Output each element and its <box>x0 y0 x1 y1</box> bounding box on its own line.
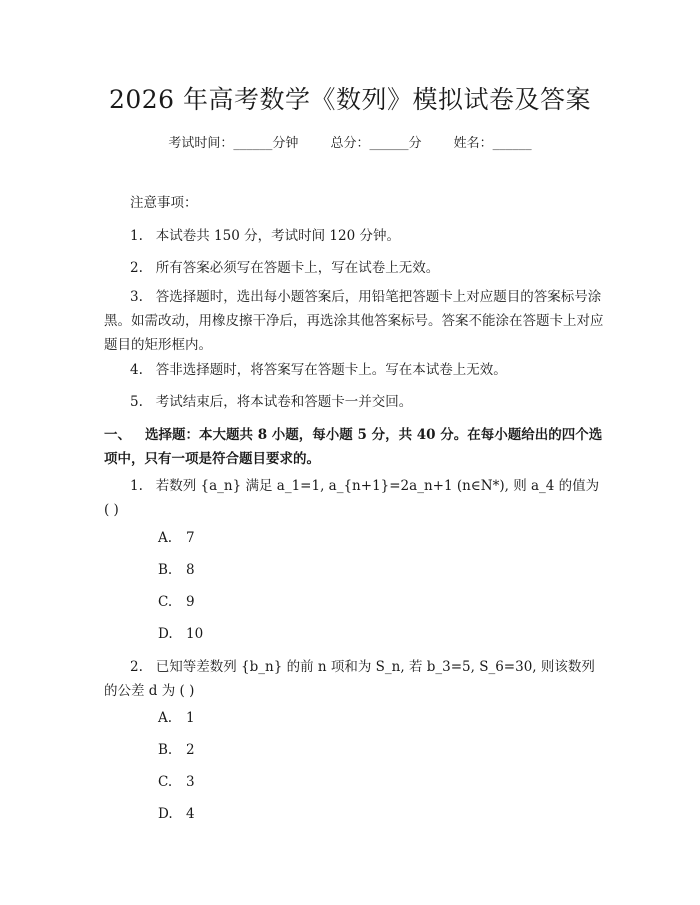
option-letter: C. <box>158 594 173 610</box>
option-text: 10 <box>186 626 204 642</box>
option-text: 3 <box>186 774 195 790</box>
exam-time-field: 考试时间：______分钟 <box>168 136 299 151</box>
option-d <box>158 806 195 822</box>
option-d <box>158 626 203 642</box>
option-text: 9 <box>186 594 195 610</box>
notice-heading: 注意事项： <box>130 195 198 211</box>
section-number: 一、 <box>104 427 131 443</box>
option-letter: D. <box>158 626 173 642</box>
option-text: 7 <box>186 530 195 546</box>
question-stem: 2. 已知等差数列 {b_n} 的前 n 项和为 S_n, 若 b_3=5, S_6=30, 则该数列的公差 d 为 ( ) <box>104 659 595 699</box>
option-b <box>158 742 195 758</box>
option-letter: B. <box>158 742 173 758</box>
question-stem: 1. 若数列 {a_n} 满足 a_1=1, a_{n+1}=2a_n+1 (n∈N*), 则 a_4 的值为 ( ) <box>104 478 600 518</box>
total-score-field: 总分：______分 <box>330 136 422 151</box>
option-text: 4 <box>186 806 195 822</box>
option-text: 1 <box>186 710 195 726</box>
notice-item: 3. 答选择题时，选出每小题答案后，用铅笔把答题卡上对应题目的答案标号涂黑。如需改动，用橡皮擦干净后，再选涂其他答案标号。答案不能涂在答题卡上对应题目的矩形框内。 <box>104 289 604 353</box>
option-letter: B. <box>158 562 173 578</box>
notice-item: 4. 答非选择题时，将答案写在答题卡上。写在本试卷上无效。 <box>130 362 507 378</box>
option-text: 8 <box>186 562 195 578</box>
option-c <box>158 594 195 610</box>
option-letter: A. <box>158 710 173 726</box>
exam-meta <box>0 132 700 151</box>
notice-item: 2. 所有答案必须写在答题卡上，写在试卷上无效。 <box>130 260 440 276</box>
option-letter: D. <box>158 806 173 822</box>
notice-item: 1. 本试卷共 150 分，考试时间 120 分钟。 <box>130 228 400 244</box>
option-letter: C. <box>158 774 173 790</box>
option-letter: A. <box>158 530 173 546</box>
section-heading <box>104 423 604 471</box>
section-text: 选择题：本大题共 8 小题，每小题 5 分，共 40 分。在每小题给出的四个选项中，只有一项是符合题目要求的。 <box>104 427 603 467</box>
exam-title: 2026 年高考数学《数列》模拟试卷及答案 <box>108 85 592 114</box>
option-b <box>158 562 195 578</box>
option-a <box>158 710 195 726</box>
option-a <box>158 530 195 546</box>
option-c <box>158 774 195 790</box>
notice-item: 5. 考试结束后，将本试卷和答题卡一并交回。 <box>130 394 413 410</box>
option-text: 2 <box>186 742 195 758</box>
name-field: 姓名：______ <box>453 136 532 151</box>
